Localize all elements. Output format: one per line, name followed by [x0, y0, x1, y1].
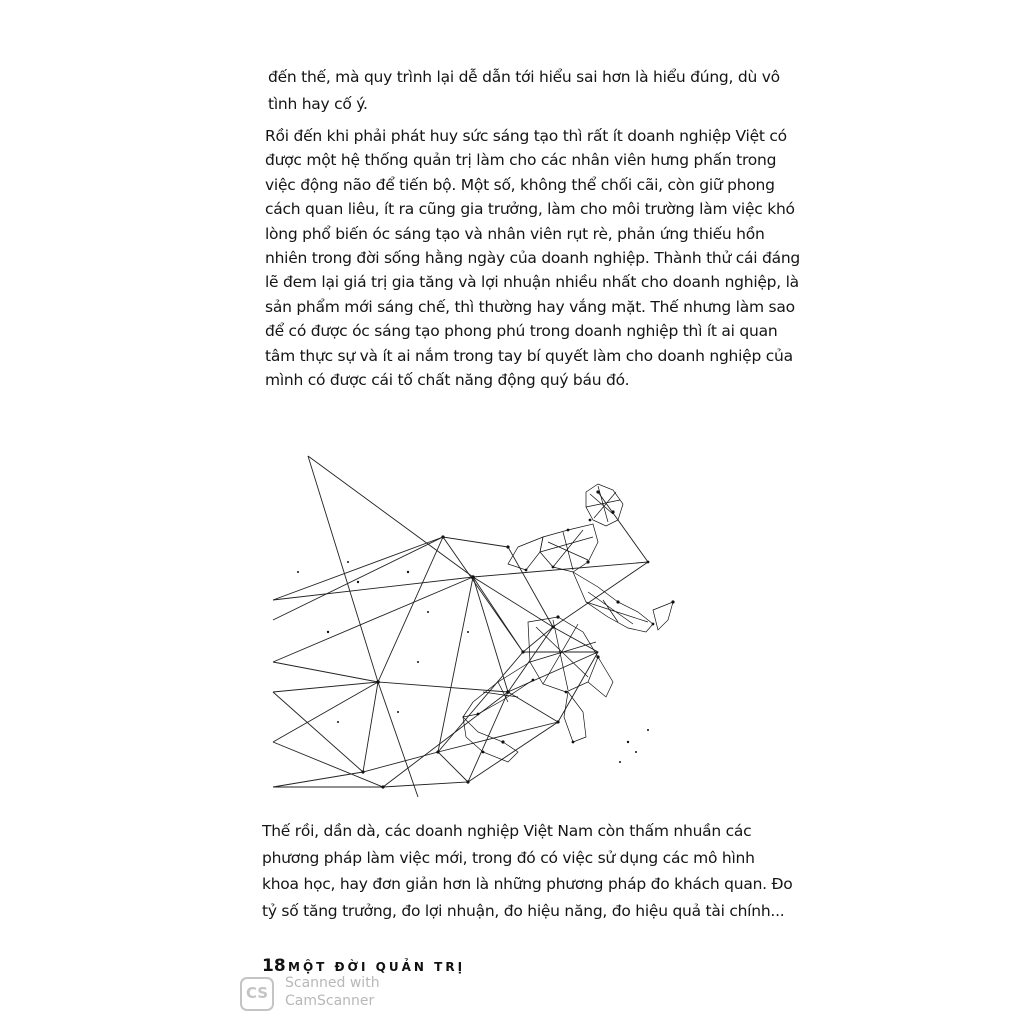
watermark-line-2: CamScanner: [285, 993, 375, 1009]
running-book-title: MỘT ĐỜI QUẢN TRỊ: [288, 960, 466, 974]
text-line: mình có được cái tố chất năng động quý báu đó.: [265, 371, 630, 390]
text-line: cách quan liêu, ít ra cũng gia trưởng, làm cho môi trường làm việc khó: [265, 200, 795, 219]
text-line: để có được óc sáng tạo phong phú trong doanh nghiệp thì ít ai quan: [265, 322, 778, 341]
text-line: phương pháp làm việc mới, trong đó có việc sử dụng các mô hình: [262, 848, 755, 867]
text-line: tâm thực sự và ít ai nắm trong tay bí quyết làm cho doanh nghiệp của: [265, 346, 793, 365]
polygonal-network-runner-illustration: [268, 452, 770, 797]
text-line: nhiên trong đời sống hằng ngày của doanh nghiệp. Thành thử cái đáng: [265, 249, 801, 268]
text-line: lẽ đem lại giá trị gia tăng và lợi nhuận nhiều nhất cho doanh nghiệp, là: [265, 273, 799, 292]
paragraph-1: [268, 64, 780, 118]
paragraph-2: [265, 124, 800, 392]
watermark-line-1: Scanned with: [285, 975, 380, 991]
text-line: Rồi đến khi phải phát huy sức sáng tạo thì rất ít doanh nghiệp Việt có: [265, 127, 787, 145]
text-line: sản phẩm mới sáng chế, thì thường hay vắng mặt. Thế nhưng làm sao: [265, 297, 795, 316]
runner-figure-mesh: [463, 484, 673, 762]
text-line: được một hệ thống quản trị làm cho các nhân viên hưng phấn trong: [265, 151, 777, 170]
text-line: lòng phổ biến óc sáng tạo và nhân viên rụt rè, phản ứng thiếu hồn: [265, 224, 765, 243]
text-line: tỷ số tăng trưởng, đo lợi nhuận, đo hiệu năng, đo hiệu quả tài chính...: [262, 901, 785, 920]
text-line: đến thế, mà quy trình lại dễ dẫn tới hiểu sai hơn là hiểu đúng, dù vô: [268, 68, 780, 86]
text-line: Thế rồi, dần dà, các doanh nghiệp Việt Nam còn thấm nhuần các: [262, 822, 752, 840]
network-lines: [273, 456, 648, 797]
text-line: khoa học, hay đơn giản hơn là những phương pháp đo khách quan. Đo: [262, 875, 793, 893]
page-number: 18: [262, 956, 286, 976]
text-line: việc động não để tiến bộ. Một số, không thể chối cãi, còn giữ phong: [265, 175, 775, 194]
paragraph-3: [262, 818, 793, 924]
network-nodes: [297, 490, 675, 788]
text-line: tình hay cố ý.: [268, 95, 368, 113]
camscanner-logo-icon: CS: [240, 977, 274, 1011]
